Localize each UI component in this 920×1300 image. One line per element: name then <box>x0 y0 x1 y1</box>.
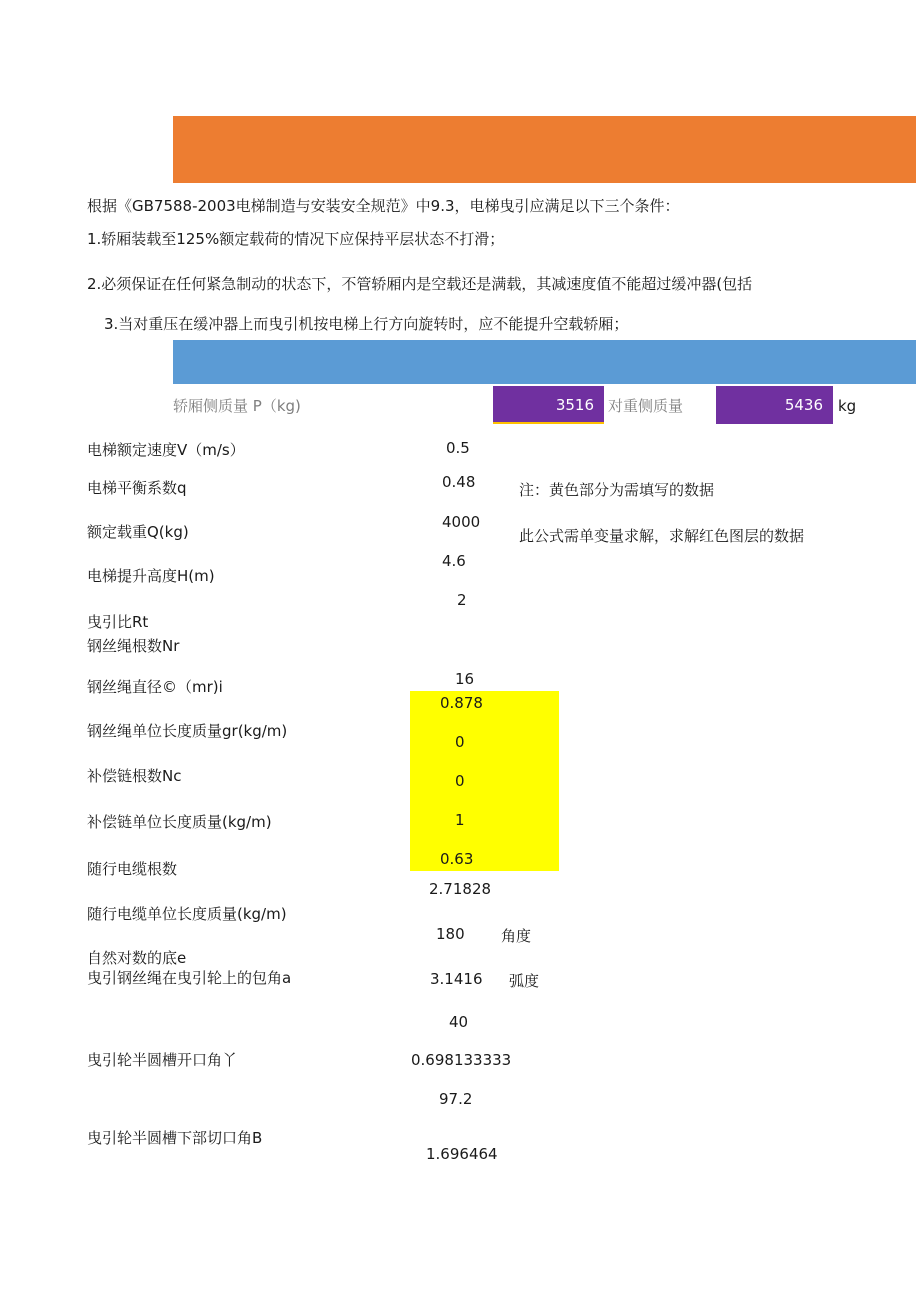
cable-count-value[interactable]: 1 <box>455 811 465 829</box>
condition-1: 1.轿厢装载至125%额定载荷的情况下应保持平层状态不打滑； <box>87 230 505 248</box>
wrap-rad-value: 3.1416 <box>430 970 483 988</box>
load-label: 额定载重Q(kg) <box>87 523 189 541</box>
cable-mass-value[interactable]: 0.63 <box>440 850 474 868</box>
load-value[interactable]: 4000 <box>442 513 481 531</box>
e-label: 自然对数的底e <box>87 949 187 967</box>
groove-open-label: 曳引轮半圆槽开口角丫 <box>87 1051 238 1069</box>
diameter-label: 钢丝绳直径©（mr)i <box>87 678 223 696</box>
e-value: 2.71828 <box>429 880 492 898</box>
input-highlight-block <box>410 691 559 871</box>
groove-cut-deg[interactable]: 97.2 <box>439 1090 473 1108</box>
cw-mass-cell[interactable]: 5436 <box>716 386 833 424</box>
cable-mass-label: 随行电缆单位长度质量(kg/m) <box>87 905 287 923</box>
diameter-value[interactable]: 16 <box>455 670 475 688</box>
speed-value[interactable]: 0.5 <box>446 439 470 457</box>
car-mass-label: 轿厢侧质量 P（kg) <box>173 397 301 415</box>
cable-count-label: 随行电缆根数 <box>87 860 178 878</box>
wrap-angle-label: 曳引钢丝绳在曳引轮上的包角a <box>87 969 292 987</box>
note-solver: 此公式需单变量求解，求解红色图层的数据 <box>519 527 805 545</box>
rope-mass-value[interactable]: 0.878 <box>440 694 483 712</box>
comp-mass-label: 补偿链单位长度质量(kg/m) <box>87 813 272 831</box>
balance-label: 电梯平衡系数q <box>87 479 187 497</box>
comp-mass-value[interactable]: 0 <box>455 772 465 790</box>
rope-mass-label: 钢丝绳单位长度质量gr(kg/m) <box>87 722 288 740</box>
condition-3: 3.当对重压在缓冲器上而曳引机按电梯上行方向旋转时，应不能提升空载轿厢； <box>104 315 629 333</box>
ropes-label: 钢丝绳根数Nr <box>87 637 180 655</box>
car-mass-cell[interactable]: 3516 <box>493 386 604 424</box>
note-yellow: 注：黄色部分为需填写的数据 <box>519 481 715 499</box>
wrap-rad-unit: 弧度 <box>509 972 540 990</box>
groove-open-deg[interactable]: 40 <box>449 1013 469 1031</box>
groove-open-rad: 0.698133333 <box>411 1051 512 1069</box>
cw-mass-unit: kg <box>838 397 857 415</box>
speed-label: 电梯额定速度V（m/s） <box>87 441 245 459</box>
height-value[interactable]: 4.6 <box>442 552 466 570</box>
condition-2: 2.必须保证在任何紧急制动的状态下，不管轿厢内是空载还是满载，其减速度值不能超过缓冲器(包括 <box>87 275 753 293</box>
section-blue-bar <box>173 340 916 384</box>
balance-value[interactable]: 0.48 <box>442 473 476 491</box>
groove-cut-label: 曳引轮半圆槽下部切口角B <box>87 1129 263 1147</box>
ratio-value[interactable]: 2 <box>457 591 467 609</box>
wrap-deg-unit: 角度 <box>501 927 532 945</box>
ratio-label: 曳引比Rt <box>87 613 149 631</box>
comp-count-value[interactable]: 0 <box>455 733 465 751</box>
wrap-deg-value[interactable]: 180 <box>436 925 465 943</box>
groove-cut-rad: 1.696464 <box>426 1145 498 1163</box>
intro-text: 根据《GB7588-2003电梯制造与安装安全规范》中9.3，电梯曳引应满足以下三个条件： <box>87 197 680 215</box>
height-label: 电梯提升高度H(m) <box>87 567 215 585</box>
header-orange-bar <box>173 116 916 183</box>
cw-mass-label: 对重侧质量 <box>608 397 684 415</box>
comp-count-label: 补偿链根数Nc <box>87 767 182 785</box>
